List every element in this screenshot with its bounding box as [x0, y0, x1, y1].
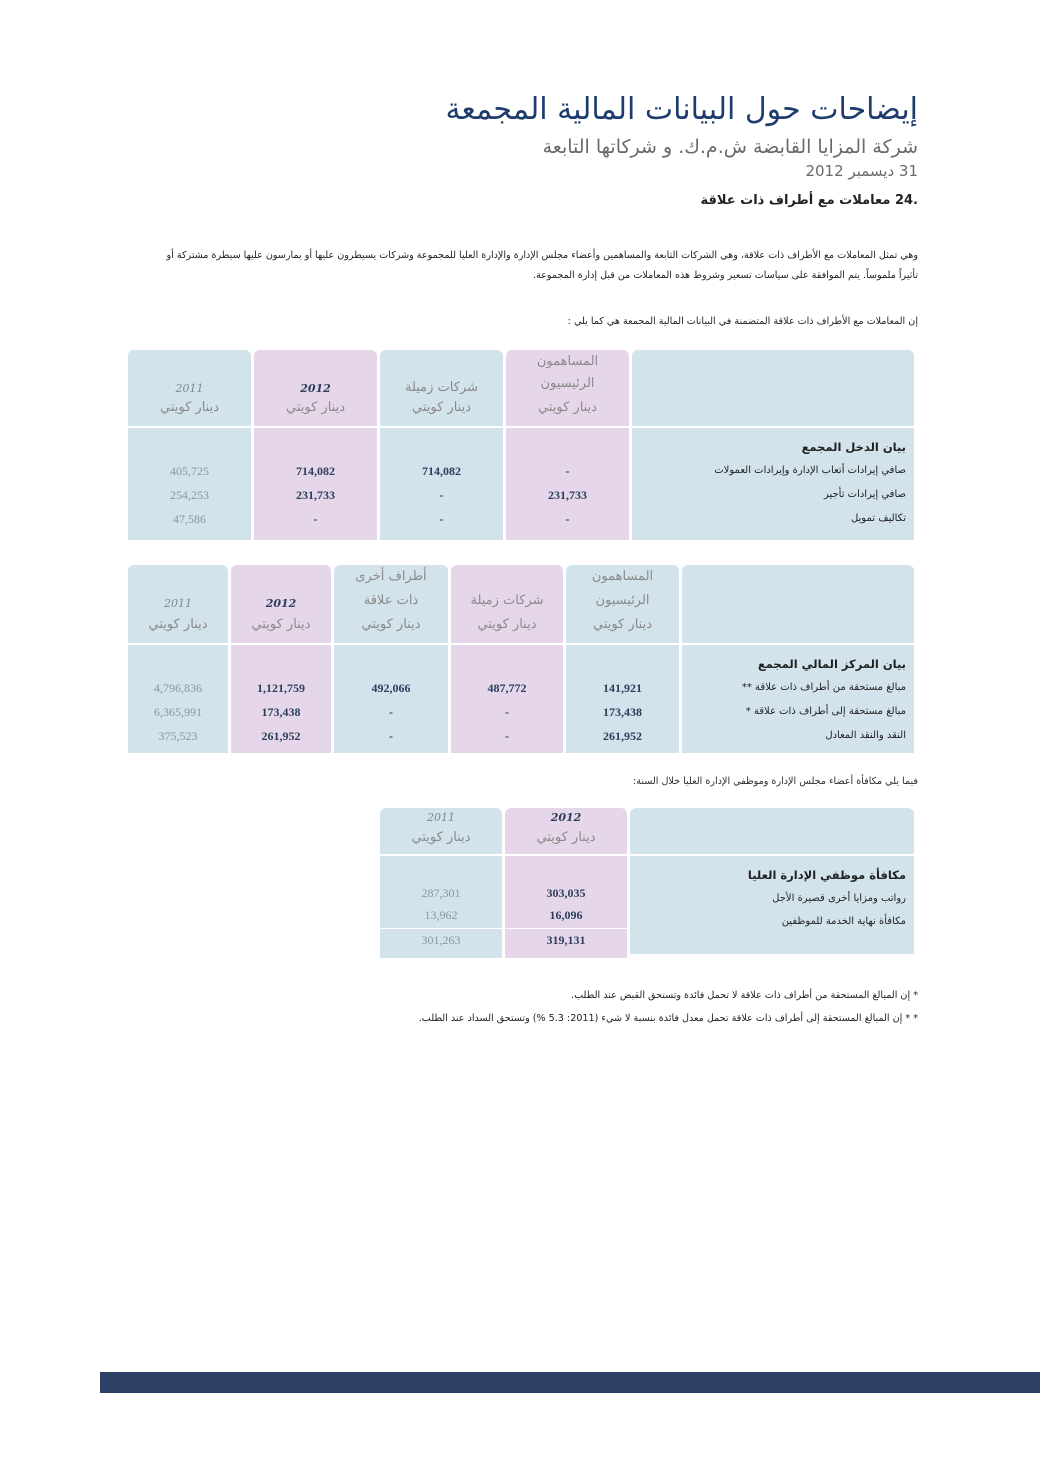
currency-label: دينار كويتي	[148, 617, 208, 632]
cell: -	[313, 512, 318, 526]
cell: 405,725	[170, 464, 209, 478]
currency-label: دينار كويتي	[538, 400, 597, 415]
section-paragraph: وهي تمثل المعاملات مع الأطراف ذات علاقة، وهي الشركات التابعة والمساهمين وأعضاء مجلس الإدارة والإدارة العليا للمجموعة وشركات يسيطرون عليها أو يمارسون عليها سيطرة مشتركة أو تأثيراً ملموساً. يتم الموافقة على سياسات تسعير وشروط هذه المعاملات من قبل إدارة المجموعة.	[166, 250, 918, 281]
year-2011-label: 2011	[427, 811, 455, 824]
col-2012-body	[505, 856, 627, 958]
cell: -	[439, 488, 444, 502]
cell: 173,438	[603, 705, 642, 719]
currency-label: دينار كويتي	[160, 400, 219, 415]
col-associates-body	[380, 428, 503, 540]
associates-label: شركات زميلة	[470, 593, 544, 608]
company-name: شركة المزايا القابضة ش.م.ك. و شركاتها التابعة	[542, 136, 918, 158]
cell: 231,733	[548, 488, 587, 502]
col-2011-header	[128, 350, 251, 426]
row-label: النقد والنقد المعادل	[825, 730, 906, 741]
row-label: مبالغ مستحقة من أطراف ذات علاقة **	[741, 682, 906, 693]
cell: 141,921	[603, 681, 642, 695]
col-associates-header	[380, 350, 503, 426]
cell: 1,121,759	[257, 681, 305, 695]
table-heading: بيان المركز المالي المجمع	[757, 657, 906, 671]
cell: 487,772	[487, 681, 527, 695]
table-intro: إن المعاملات مع الأطراف ذات علاقة المتضمنة في البيانات المالية المجمعة هي كما يلي :	[567, 316, 918, 327]
col-2011-body	[128, 645, 228, 753]
cell: 231,733	[296, 488, 335, 502]
col-2012-header	[231, 565, 331, 643]
col-shareholders-body	[506, 428, 629, 540]
currency-label: دينار كويتي	[251, 617, 311, 632]
other-label-2: ذات علاقة	[363, 593, 419, 608]
year-2011-label: 2011	[164, 597, 192, 610]
total-divider	[380, 928, 502, 929]
row-label: مبالغ مستحقة إلى أطراف ذات علاقة *	[745, 706, 906, 717]
currency-label: دينار كويتي	[361, 617, 421, 632]
col-2011-body	[128, 428, 251, 540]
label-col-header	[632, 350, 914, 426]
col-2011-header	[128, 565, 228, 643]
label-col-header	[630, 808, 914, 854]
cell: 4,796,836	[154, 681, 202, 695]
cell: 13,962	[424, 908, 458, 922]
page-title: إيضاحات حول البيانات المالية المجمعة	[445, 92, 918, 127]
col-2011-header	[380, 808, 502, 854]
shareholders-label-2: الرئيسيون	[540, 376, 595, 391]
cell: 173,438	[261, 705, 301, 719]
col-shareholders-header	[566, 565, 679, 643]
footnote-1: * إن المبالغ المستحقة من أطراف ذات علاقة لا تحمل فائدة وتستحق القبض عند الطلب.	[571, 990, 918, 1001]
cell: 6,365,991	[154, 705, 202, 719]
label-col-body	[632, 428, 914, 540]
currency-label: دينار كويتي	[411, 830, 471, 845]
table-heading: مكافأة موظفي الإدارة العليا	[747, 868, 906, 882]
footnote-2: * * إن المبالغ المستحقة إلى أطراف ذات علاقة تحمل معدل فائدة بنسبة لا شيء (2011: 5.3 %) وتستحق السداد عند الطلب.	[418, 1013, 918, 1024]
associates-label: شركات زميلة	[404, 380, 479, 395]
cell: -	[505, 705, 509, 719]
cell: 254,253	[170, 488, 209, 502]
currency-label: دينار كويتي	[593, 617, 652, 632]
currency-label: دينار كويتي	[412, 400, 471, 415]
section-title: .24 معاملات مع أطراف ذات علاقة	[700, 193, 918, 208]
row-label: رواتب ومزايا أخرى قصيرة الأجل	[772, 893, 906, 904]
cell: 261,952	[603, 729, 642, 743]
cell: 492,066	[371, 681, 411, 695]
cell: 714,082	[296, 464, 335, 478]
compensation-intro: فيما يلي مكافأة أعضاء مجلس الإدارة وموظفي الإدارة العليا خلال السنة:	[632, 776, 918, 787]
col-2012-body	[254, 428, 377, 540]
financial-position-table	[128, 565, 914, 753]
col-shareholders-body	[566, 645, 679, 753]
year-2012-label: 2012	[300, 382, 331, 395]
cell: 16,096	[549, 908, 583, 922]
total-cell: 301,263	[421, 933, 461, 947]
cell: 47,586	[173, 512, 206, 526]
total-cell: 319,131	[546, 933, 586, 947]
cell: -	[439, 512, 444, 526]
income-statement-table	[128, 350, 914, 540]
label-col-body	[630, 856, 914, 954]
cell: 375,523	[158, 729, 198, 743]
col-associates-header	[451, 565, 563, 643]
report-date: 31 ديسمبر 2012	[805, 162, 918, 180]
footer-bar	[100, 1372, 1040, 1393]
cell: 261,952	[261, 729, 301, 743]
compensation-table	[380, 808, 914, 958]
cell: -	[565, 464, 570, 478]
table-heading: بيان الدخل المجمع	[801, 440, 906, 454]
cell: 714,082	[422, 464, 461, 478]
col-2012-body	[231, 645, 331, 753]
col-2011-body	[380, 856, 502, 958]
currency-label: دينار كويتي	[536, 830, 596, 845]
cell: -	[565, 512, 570, 526]
row-label: صافي إيرادات أتعاب الإدارة وإيرادات العمولات	[714, 465, 906, 476]
other-label-1: أطراف أخرى	[355, 569, 427, 584]
row-label: صافي إيرادات تأجير	[823, 489, 906, 500]
year-2012-label: 2012	[550, 811, 582, 824]
year-2011-label: 2011	[175, 382, 204, 395]
total-divider	[505, 928, 627, 929]
label-col-body	[682, 645, 914, 753]
col-shareholders-header	[506, 350, 629, 426]
col-other-header	[334, 565, 448, 643]
col-2012-header	[254, 350, 377, 426]
currency-label: دينار كويتي	[286, 400, 345, 415]
cell: -	[389, 729, 393, 743]
row-label: مكافأة نهاية الخدمة للموظفين	[781, 916, 906, 927]
col-associates-body	[451, 645, 563, 753]
cell: 303,035	[546, 886, 586, 900]
cell: -	[389, 705, 393, 719]
col-2012-header	[505, 808, 627, 854]
label-col-header	[682, 565, 914, 643]
shareholders-label-1: المساهمون	[591, 569, 654, 584]
row-label: تكاليف تمويل	[850, 513, 906, 524]
year-2012-label: 2012	[265, 597, 297, 610]
cell: -	[505, 729, 509, 743]
currency-label: دينار كويتي	[477, 617, 537, 632]
cell: 287,301	[421, 886, 461, 900]
shareholders-label-2: الرئيسيون	[595, 593, 650, 608]
col-other-body	[334, 645, 448, 753]
shareholders-label-1: المساهمون	[536, 354, 599, 369]
